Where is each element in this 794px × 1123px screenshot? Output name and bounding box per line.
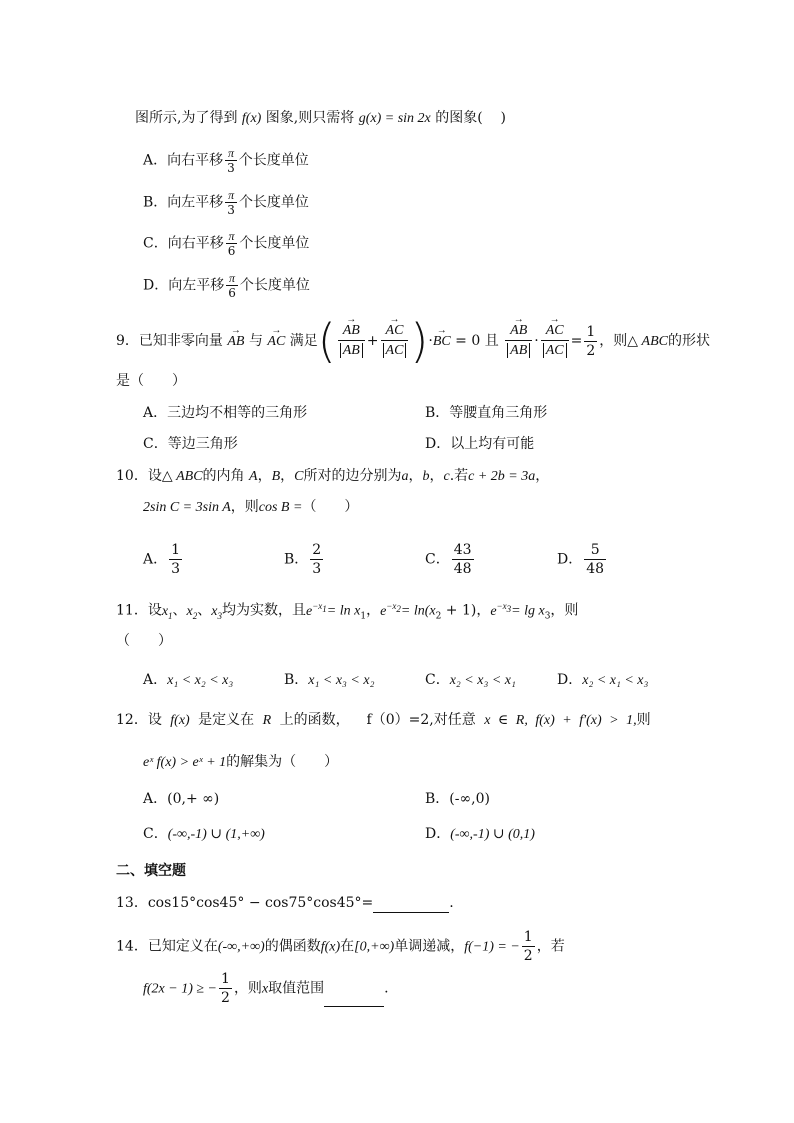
q11-option-a: A．x₁ < x₂ < x₃ xyxy=(143,672,234,688)
q9-stem: 9．已知非零向量 → AB 与 → AC 满足( → $\frac{AB}{AB}$ + → $\frac{AC}{AC}$ )·→ BC = 0 且 → $\frac{AB}{AB}$ · → $\frac{AC}{AC}$ = $\frac{1}{2}$ ，则△ ABC的形状 xyxy=(116,318,710,364)
q10-option-b: B． $\frac{2}{3}$ xyxy=(284,542,322,577)
q13-stem: 13．cos15°cos45° − cos75°cos45°= . xyxy=(116,895,454,911)
q10-stem: 10．设△ ABC的内角 A，B，C所对的边分别为a，b，c.若c + 2b = 3a， xyxy=(116,468,550,484)
q11-option-d: D．x₂ < x₁ < x₃ xyxy=(557,672,649,688)
q12-option-c: C．(-∞,-1) ∪ (1,+∞) xyxy=(143,826,265,842)
q11-cont: （ ） xyxy=(116,633,172,649)
q9-option-c: C．等边三角形 xyxy=(143,436,238,452)
q12-stem: 12．设 f(x) 是定义在 R 上的函数， f（0）=2,对任意 x ∈ R, f(x) + f′(x) > 1,则 xyxy=(116,712,651,728)
q9-option-a: A．三边均不相等的三角形 xyxy=(143,405,308,421)
q8-g-expr: g(x) = sin 2x xyxy=(358,111,431,126)
q14-answer-blank[interactable] xyxy=(324,992,384,1007)
q14-stem: 14．已知定义在(-∞,+∞)的偶函数f(x)在[0,+∞)单调递减，f(−1) = − $\frac{1}{2}$ ，若 xyxy=(116,929,565,964)
q8-f-expr: f(x) xyxy=(241,111,262,126)
q8-stem: 图所示,为了得到 f(x) 图象,则只需将 g(x) = sin 2x 的图象( ) xyxy=(135,110,506,126)
section-title: 二、填空题 xyxy=(116,863,186,879)
q10-option-c: C． $\frac{43}{48}$ xyxy=(425,542,472,577)
q10-line2: 2sin C = 3sin A，则cos B =（ ） xyxy=(143,499,359,515)
q11-stem: 11．设$x_1$、$x_2$、$x_3$均为实数，且$e^{-x_1}= \ln x_1$，$e^{-x_2}= \ln(x_2 + 1)$，$e^{-x_3}= \lg x_3$，则 xyxy=(116,601,579,622)
q9-option-b: B．等腰直角三角形 xyxy=(425,405,548,421)
q11-option-c: C．x₂ < x₃ < x₁ xyxy=(425,672,516,688)
q8-option-d: D．向左平移 $\frac{\pi}{6}$ 个长度单位 xyxy=(143,271,310,300)
q8-option-b: B．向左平移 $\frac{\pi}{3}$ 个长度单位 xyxy=(143,188,309,217)
q12-line2: eˣ f(x) > eˣ + 1的解集为（ ） xyxy=(143,754,339,770)
q8-option-c: C．向右平移 $\frac{\pi}{6}$ 个长度单位 xyxy=(143,229,310,258)
q12-option-d: D．(-∞,-1) ∪ (0,1) xyxy=(425,826,535,842)
q13-answer-blank[interactable] xyxy=(373,898,449,913)
q10-option-a: A． $\frac{1}{3}$ xyxy=(143,542,181,577)
q11-option-b: B．x₁ < x₃ < x₂ xyxy=(284,672,375,688)
q8-option-a: A．向右平移 $\frac{\pi}{3}$ 个长度单位 xyxy=(143,146,309,175)
q14-line2: f(2x − 1) ≥ − $\frac{1}{2}$ ，则x取值范围 . xyxy=(143,971,389,1006)
q9-cont: 是（ ） xyxy=(116,373,186,389)
q12-option-a: A．(0,+ ∞) xyxy=(143,791,220,807)
q9-option-d: D．以上均有可能 xyxy=(425,436,535,452)
q10-option-d: D． $\frac{5}{48}$ xyxy=(557,542,605,577)
q12-option-b: B．(-∞,0) xyxy=(425,791,490,807)
